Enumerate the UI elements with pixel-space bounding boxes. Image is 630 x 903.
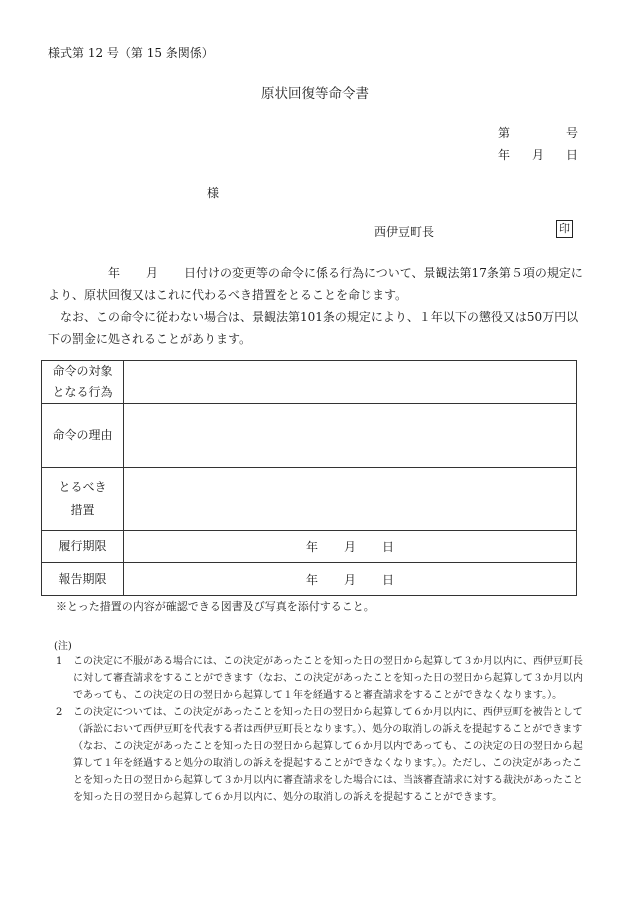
addressee-suffix: 様 <box>207 186 220 200</box>
doc-number-prefix: 第 <box>498 126 511 140</box>
attachment-note: ※とった措置の内容が確認できる図書及び写真を添付すること。 <box>56 600 375 613</box>
document-title: 原状回復等命令書 <box>261 86 369 102</box>
label-measures: とるべき 措置 <box>42 468 124 531</box>
seal-mark: 印 <box>556 220 573 238</box>
label-reason: 命令の理由 <box>42 404 124 468</box>
order-text: 日付けの変更等の命令に係る行為について、景観法第17条第５項の規定により、原状回復又はこれに代わるべき措置をとることを命じます。 <box>48 266 583 302</box>
note-item: 1 この決定に不服がある場合には、この決定があったことを知った日の翌日から起算して３か月以内に、西伊豆町長に対して審査請求をすることができます（なお、この決定があったことを知った日の翌日から起算して３か月以内であっても、この決定の日の翌日から起算して１年を経過すると審査請求をすることができなくなります。）。 <box>56 656 583 701</box>
doc-date-year: 年 <box>498 148 511 162</box>
document-number-line <box>498 124 578 141</box>
order-paragraph <box>48 262 588 306</box>
notes-heading: (注) <box>54 641 72 652</box>
label-report-deadline: 報告期限 <box>42 563 124 596</box>
note-item: 2 この決定については、この決定があったことを知った日の翌日から起算して６か月以内に、西伊豆町を被告として（訴訟において西伊豆町を代表する者は西伊豆町長となります。）、処分の取消しの訴えを提起することができます（なお、この決定があったことを知った日の翌日から起算して６か月以内であっても、この決定の日の翌日から起算して１年を経過すると処分の取消しの訴えを提起することができなくなります。）。ただし、この決定があったことを知った日の翌日から起算して３か月以内に審査請求をした場合には、当該審査請求に対する裁決があったことを知った日の翌日から起算して６か月以内に、処分の取消しの訴えを提起することができます。 <box>56 707 583 803</box>
value-target-act[interactable] <box>124 361 577 404</box>
document-date-line <box>498 146 578 163</box>
table-row-target-act <box>42 361 577 404</box>
doc-date-month: 月 <box>532 148 545 162</box>
label-deadline: 履行期限 <box>42 531 124 563</box>
table-row-measures <box>42 468 577 531</box>
order-year: 年 <box>108 266 121 280</box>
penalty-paragraph: なお、この命令に従わない場合は、景観法第101条の規定により、１年以下の懲役又は50万円以下の罰金に処されることがあります。 <box>48 310 579 346</box>
order-month: 月 <box>146 266 159 280</box>
table-row-report-deadline <box>42 563 577 596</box>
order-details-table <box>41 360 577 596</box>
value-deadline[interactable]: 年 月 日 <box>124 531 577 563</box>
notes-list <box>56 653 586 806</box>
value-reason[interactable] <box>124 404 577 468</box>
issuer-name: 西伊豆町長 <box>374 225 435 239</box>
value-report-deadline[interactable]: 年 月 日 <box>124 563 577 596</box>
label-target-act: 命令の対象 となる行為 <box>42 361 124 404</box>
table-row-deadline <box>42 531 577 563</box>
doc-date-day: 日 <box>566 148 579 162</box>
doc-number-suffix: 号 <box>566 126 579 140</box>
form-number: 様式第 12 号（第 15 条関係） <box>48 46 214 60</box>
value-measures[interactable] <box>124 468 577 531</box>
table-row-reason <box>42 404 577 468</box>
